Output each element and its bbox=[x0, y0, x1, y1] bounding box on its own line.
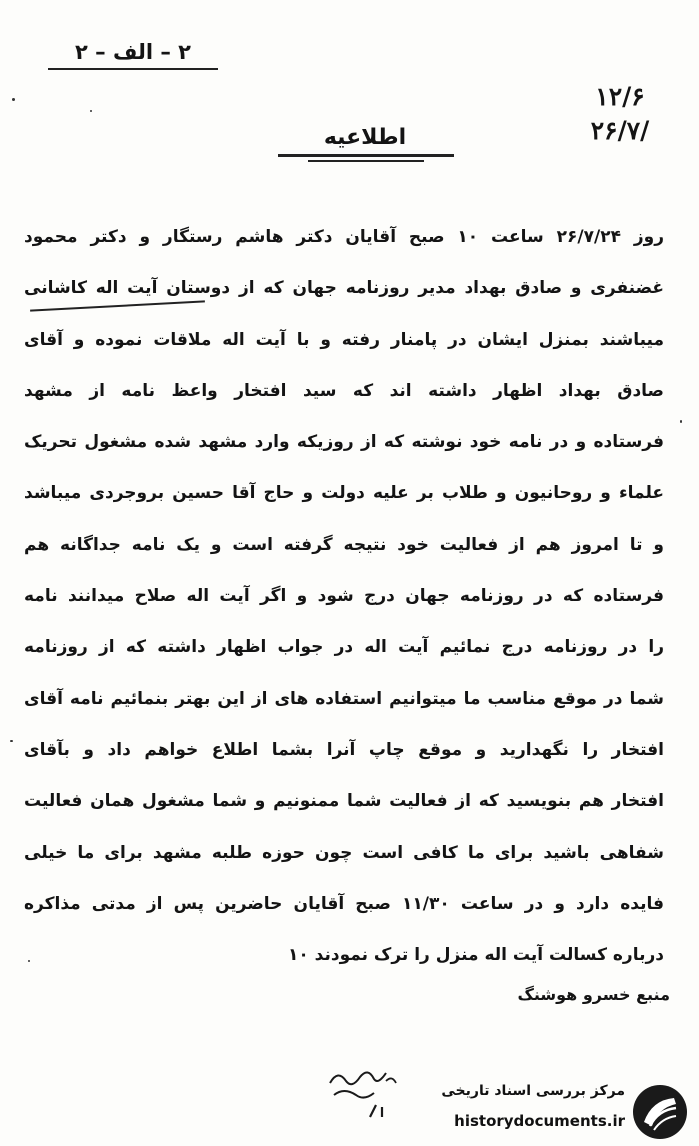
body-line: افتخار هم بنویسید که از فعالیت شما ممنونیم و شما مشغول همان فعالیت bbox=[24, 791, 664, 812]
body-line: فرستاده که در روزنامه جهان درج شود و اگر آیت اله صلاح میدانند نامه bbox=[24, 586, 664, 607]
body-line: شما در موقع مناسب ما میتوانیم استفاده های از این بهتر بنمائیم نامه آقای bbox=[24, 688, 664, 709]
paper-speck bbox=[10, 740, 13, 742]
body-line: صادق بهداد اظهار داشته اند که سید افتخار واعظ نامه از مشهد bbox=[24, 380, 664, 401]
title-underline bbox=[278, 154, 454, 157]
reference-number: ۲ – الف – ۲ bbox=[75, 40, 191, 64]
archive-url: historydocuments.ir bbox=[454, 1112, 625, 1130]
body-line: را در روزنامه درج نمائیم آیت اله در جواب اظهار داشته که از روزنامه bbox=[24, 637, 664, 658]
handwritten-signature bbox=[300, 1055, 430, 1135]
paper-speck bbox=[28, 960, 30, 962]
source-line: منبع خسرو هوشنگ bbox=[517, 985, 670, 1004]
stamp-line-1: ۱۲/۶ bbox=[595, 82, 645, 111]
body-line: درباره کسالت آیت اله منزل را ترک نمودند ۱۰ bbox=[287, 945, 664, 966]
body-line: میباشند بمنزل ایشان در پامنار رفته و با آیت اله ملاقات نموده و آقای bbox=[24, 329, 664, 350]
paper-speck bbox=[90, 110, 92, 112]
body-line: شفاهی باشید برای ما کافی است چون حوزه طلبه مشهد برای ما خیلی bbox=[24, 842, 664, 863]
body-line: فایده دارد و در ساعت ۱۱/۳۰ صبح آقایان حاضرین پس از مدتی مذاکره bbox=[24, 893, 664, 914]
report-body bbox=[24, 212, 664, 981]
body-line: افتخار را نگهدارید و موقع چاپ آنرا بشما اطلاع خواهم داد و بآقای bbox=[24, 739, 664, 760]
body-line: روز ۲۶/۷/۲۴ ساعت ۱۰ صبح آقایان دکتر هاشم رستگار و دکتر محمود bbox=[24, 227, 664, 247]
body-line: و تا امروز هم از فعالیت خود نتیجه گرفته است و یک نامه جداگانه هم bbox=[24, 534, 664, 555]
paper-speck bbox=[12, 98, 15, 101]
body-line: غضنفری و صادق بهداد مدیر روزنامه جهان که از دوستان آیت اله کاشانی bbox=[24, 278, 664, 299]
body-line: فرستاده و در نامه خود نوشته که از روزیکه وارد مشهد شده مشغول تحریک bbox=[24, 432, 664, 453]
classification-stamp bbox=[570, 80, 670, 148]
reference-underline bbox=[48, 68, 218, 70]
paper-speck bbox=[680, 420, 682, 423]
book-icon bbox=[630, 1082, 690, 1142]
stamp-line-2: ۲۶/۷/ bbox=[590, 116, 650, 145]
title-underline-short bbox=[308, 160, 424, 162]
document-title: اطلاعیه bbox=[323, 125, 407, 150]
body-line: علماء و روحانیون و طلاب بر علیه دولت و حاج آقا حسین بروجردی میباشد bbox=[24, 483, 664, 504]
archive-org-name: مرکز بررسی اسناد تاریخی bbox=[441, 1083, 625, 1099]
